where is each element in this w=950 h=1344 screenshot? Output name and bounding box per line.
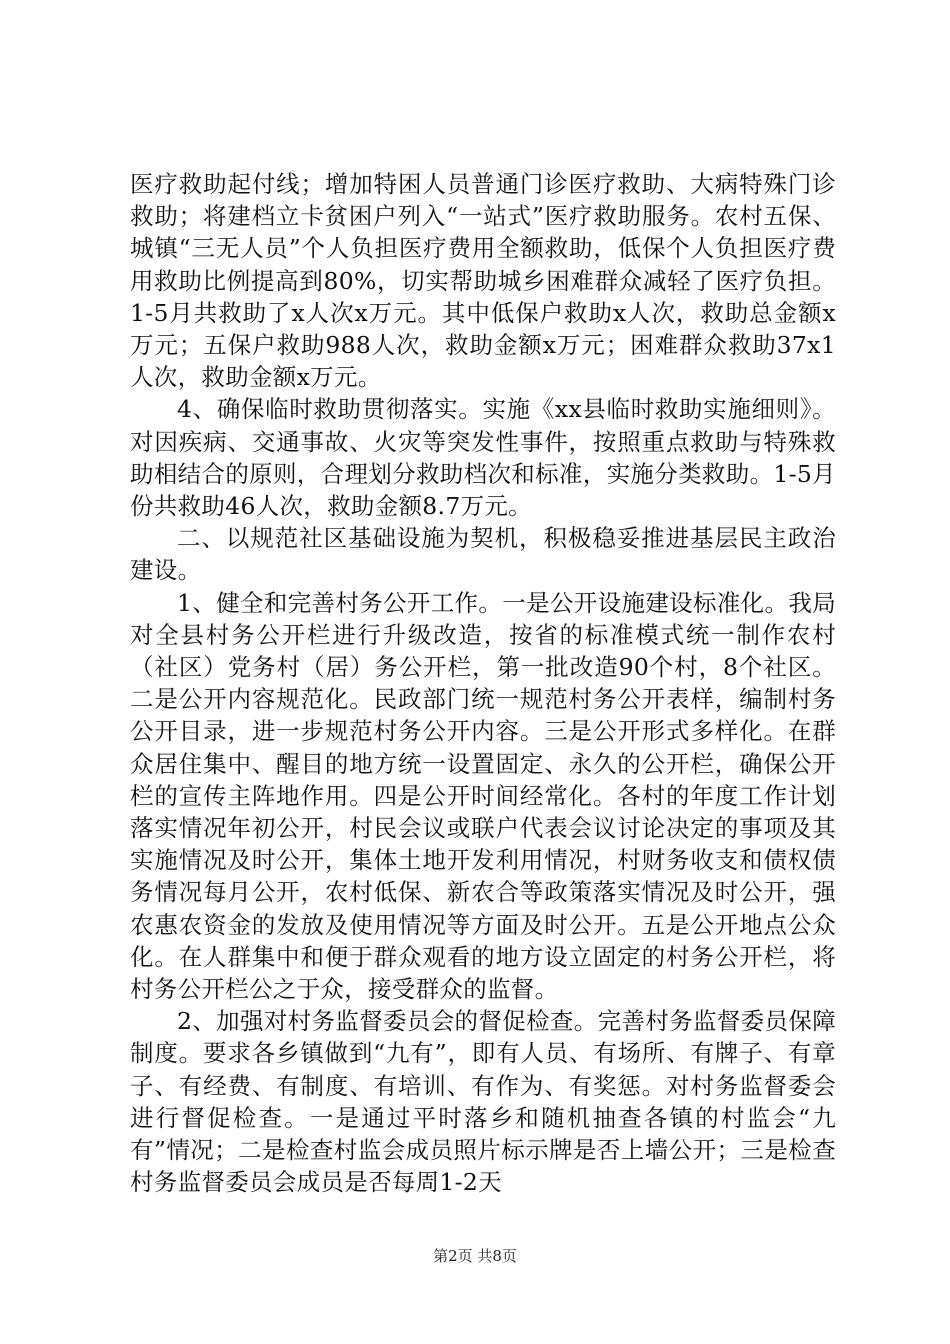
page-number-footer: 第2页 共8页 (433, 1247, 517, 1265)
paragraph-1: 医疗救助起付线；增加特困人员普通门诊医疗救助、大病特殊门诊救助；将建档立卡贫困户列入“一站式”医疗救助服务。农村五保、城镇“三无人员”个人负担医疗费用全额救助，低保个人负担医疗费用救助比例提高到80%，切实帮助城乡困难群众减轻了医疗负担。1-5月共救助了x人次x万元。其中低保户救助x人次，救助总金额x万元；五保户救助988人次，救助金额x万元；困难群众救助37x1人次，救助金额x万元。 (130, 170, 836, 392)
paragraph-4: 1、健全和完善村务公开工作。一是公开设施建设标准化。我局对全县村务公开栏进行升级改造，按省的标准模式统一制作农村（社区）党务村（居）务公开栏，第一批改造90个村，8个社区。二是公开内容规范化。民政部门统一规范村务公开表样，编制村务公开目录，进一步规范村务公开内容。三是公开形式多样化。在群众居住集中、醒目的地方统一设置固定、永久的公开栏，确保公开栏的宣传主阵地作用。四是公开时间经常化。各村的年度工作计划落实情况年初公开，村民会议或联户代表会议讨论决定的事项及其实施情况及时公开，集体土地开发利用情况，村财务收支和债权债务情况每月公开，农村低保、新农合等政策落实情况及时公开，强农惠农资金的发放及使用情况等方面及时公开。五是公开地点公众化。在人群集中和便于群众观看的地方设立固定的村务公开栏，将村务公开栏公之于众，接受群众的监督。 (130, 588, 836, 1004)
document-body (130, 168, 836, 1199)
paragraph-3-heading: 二、以规范社区基础设施为契机，积极稳妥推进基层民主政治建设。 (130, 524, 836, 585)
paragraph-2: 4、确保临时救助贯彻落实。实施《xx县临时救助实施细则》。对因疾病、交通事故、火灾等突发性事件，按照重点救助与特殊救助相结合的原则，合理划分救助档次和标准，实施分类救助。1-5月份共救助46人次，救助金额8.7万元。 (130, 395, 836, 521)
paragraph-5: 2、加强对村务监督委员会的督促检查。完善村务监督委员保障制度。要求各乡镇做到“九有”，即有人员、有场所、有牌子、有章子、有经费、有制度、有培训、有作为、有奖惩。对村务监督委会进行督促检查。一是通过平时落乡和随机抽查各镇的村监会“九有”情况；二是检查村监会成员照片标示牌是否上墙公开；三是检查村务监督委员会成员是否每周1-2天 (130, 1007, 836, 1197)
